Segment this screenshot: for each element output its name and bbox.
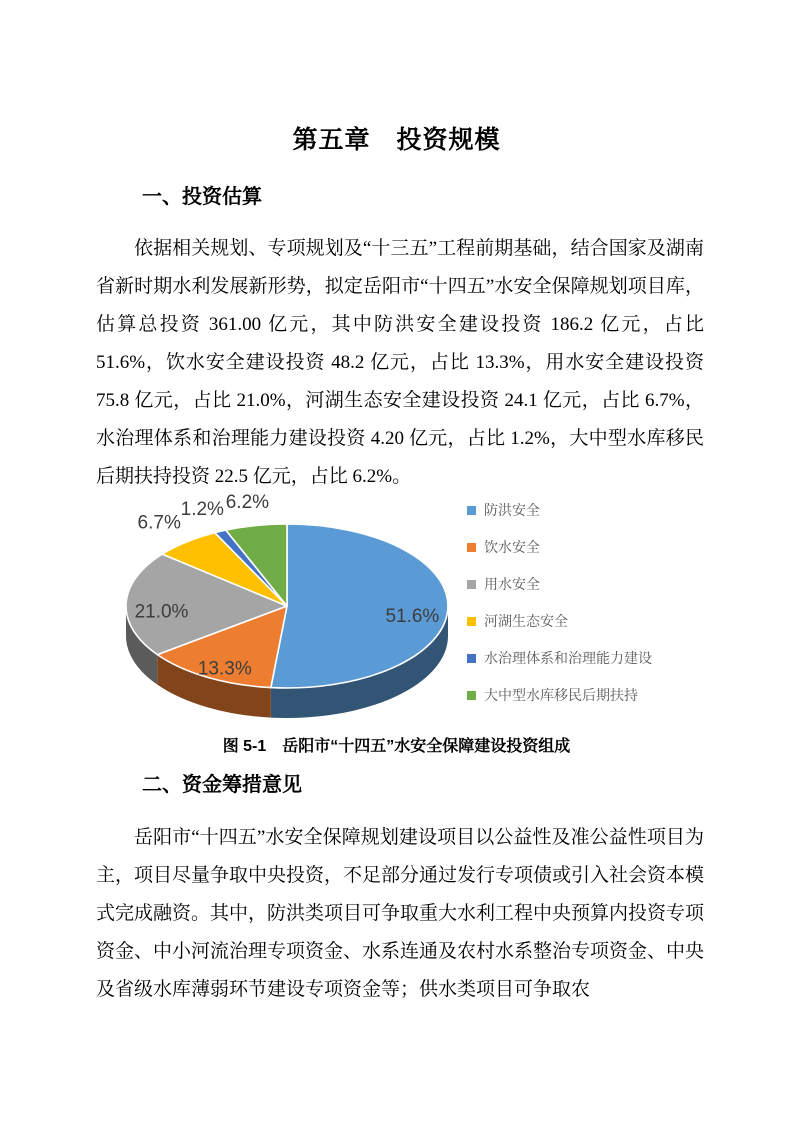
svg-text:51.6%: 51.6% xyxy=(385,606,440,628)
legend-item xyxy=(467,651,712,665)
legend-item xyxy=(467,503,712,517)
legend-color-swatch xyxy=(467,654,476,663)
svg-text:6.7%: 6.7% xyxy=(137,512,181,534)
figure-caption: 图 5-1 岳阳市“十四五”水安全保障建设投资组成 xyxy=(222,738,571,755)
legend-color-swatch xyxy=(467,543,476,552)
section-1-heading: 一、投资估算 xyxy=(142,186,262,208)
legend-label: 用水安全 xyxy=(484,576,540,592)
legend-item xyxy=(467,540,712,554)
chapter-title: 第五章 投资规模 xyxy=(292,126,501,154)
legend-label: 饮水安全 xyxy=(484,539,540,555)
section-1-paragraph: 依据相关规划、专项规划及“十三五”工程前期基础，结合国家及湖南省新时期水利发展新形势，拟定岳阳市“十四五”水安全保障规划项目库，估算总投资 361.00 亿元，其中防洪安全建设投资 186.2 亿元，占比 51.6%，饮水安全建设投资 48.2 亿元，占比 13.3%，用水安全建设投资 75.8 亿元，占比 21.0%，河湖生态安全建设投资 24.1 亿元，占比 6.7%，水治理体系和治理能力建设投资 4.20 亿元，占比 1.2%，大中型水库移民后期扶持投资 22.5 亿元，占比 6.2%。 xyxy=(96,238,704,487)
section-2-heading: 二、资金筹措意见 xyxy=(142,774,302,796)
investment-pie-chart-figure xyxy=(88,490,748,738)
svg-text:6.2%: 6.2% xyxy=(225,491,270,513)
legend-color-swatch xyxy=(467,506,476,515)
section-2-paragraph: 岳阳市“十四五”水安全保障规划建设项目以公益性及准公益性项目为主，项目尽量争取中央投资，不足部分通过发行专项债或引入社会资本模式完成融资。其中，防洪类项目可争取重大水利工程中央预算内投资专项资金、中小河流治理专项资金、水系连通及农村水系整治专项资金、中央及省级水库薄弱环节建设专项资金等；供水类项目可争取农 xyxy=(96,827,705,1000)
legend-color-swatch xyxy=(467,580,476,589)
legend-label: 水治理体系和治理能力建设 xyxy=(484,650,652,666)
svg-text:13.3%: 13.3% xyxy=(197,658,252,680)
legend-color-swatch xyxy=(467,617,476,626)
legend-color-swatch xyxy=(467,691,476,700)
svg-text:1.2%: 1.2% xyxy=(180,499,224,521)
legend-item xyxy=(467,688,712,702)
legend-label: 防洪安全 xyxy=(484,502,540,518)
pie-chart-canvas xyxy=(88,490,468,738)
svg-text:21.0%: 21.0% xyxy=(134,601,189,623)
legend-label: 大中型水库移民后期扶持 xyxy=(484,687,638,703)
chart-legend xyxy=(467,503,712,702)
legend-item xyxy=(467,577,712,591)
legend-label: 河湖生态安全 xyxy=(484,613,568,629)
legend-item xyxy=(467,614,712,628)
